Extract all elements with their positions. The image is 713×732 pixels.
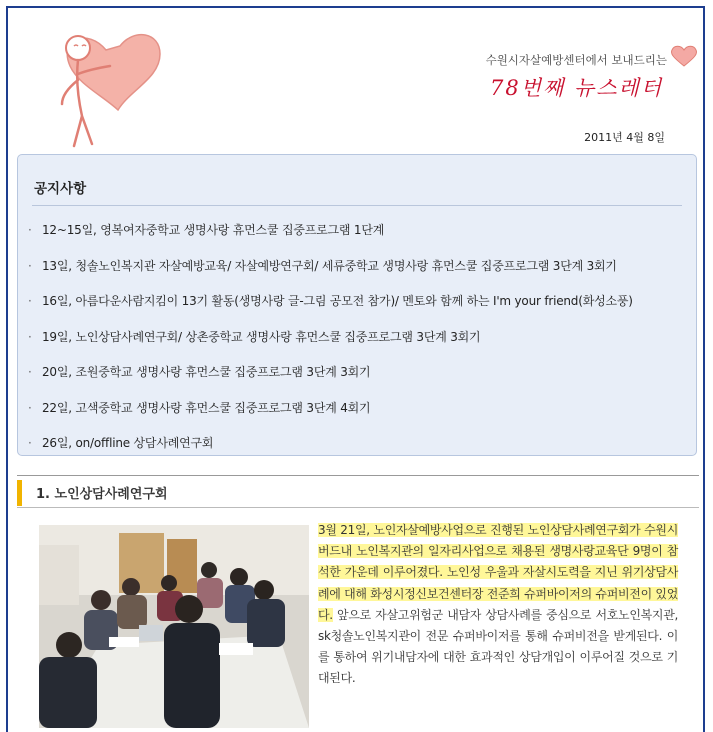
notice-list bbox=[28, 221, 696, 470]
notice-item: · 20일, 조원중학교 생명사랑 휴먼스쿨 집중프로그램 3단계 3회기 bbox=[28, 365, 371, 379]
bullet-icon: · bbox=[28, 294, 32, 308]
bullet-icon: · bbox=[28, 223, 32, 237]
newsletter-header bbox=[8, 8, 703, 148]
mascot-hug-heart-icon bbox=[48, 18, 168, 153]
notice-item: · 13일, 청솔노인복지관 자살예방교육/ 자살예방연구회/ 세류중학교 생명사랑 휴먼스쿨 집중프로그램 3단계 3회기 bbox=[28, 258, 617, 273]
heart-icon bbox=[670, 44, 698, 68]
bullet-icon: · bbox=[28, 258, 32, 273]
section-divider-bottom bbox=[17, 507, 699, 508]
newsletter-date: 2011년 4월 8일 bbox=[584, 131, 665, 144]
section-article bbox=[318, 520, 678, 690]
section-accent-bar bbox=[17, 480, 22, 506]
notice-item: · 22일, 고색중학교 생명사랑 휴먼스쿨 집중프로그램 3단계 4회기 bbox=[28, 400, 371, 415]
meeting-photo bbox=[39, 525, 309, 728]
newsletter-title: 78번째 뉴스레터 bbox=[490, 76, 664, 100]
notice-item: · 19일, 노인상담사례연구회/ 상촌중학교 생명사랑 휴먼스쿨 집중프로그램 3단계 3회기 bbox=[28, 329, 481, 344]
notice-title: 공지사항 bbox=[34, 181, 87, 197]
bullet-icon: · bbox=[28, 436, 32, 450]
bullet-icon: · bbox=[28, 400, 32, 415]
notice-item: · 12~15일, 영복여자중학교 생명사랑 휴먼스쿨 집중프로그램 1단계 bbox=[28, 223, 385, 237]
section-divider-top bbox=[17, 475, 699, 476]
bullet-icon: · bbox=[28, 329, 32, 344]
notice-item: · 16일, 아름다운사람지킴이 13기 활동(생명사랑 글-그림 공모전 참가)/ 멘토와 함께 하는 I'm your friend(화성소풍) bbox=[28, 294, 633, 308]
article-highlighted-text: 3월 21일, 노인자살예방사업으로 진행된 노인상담사례연구회가 수원시 버드내 노인복지관의 일자리사업으로 채용된 생명사랑교육단 9명이 참석한 가운데 이루어졌다. 노인성 우울과 자살시도력을 지닌 위기상담사례에 대해 화성시정신보건센터장 전준희 슈퍼바이저의 슈퍼비전이 있었다. bbox=[318, 523, 678, 622]
notice-item: · 26일, on/offline 상담사례연구회 bbox=[28, 436, 214, 450]
section-title: 1. 노인상담사례연구회 bbox=[36, 487, 168, 502]
notice-divider bbox=[32, 205, 682, 206]
notice-box bbox=[17, 154, 697, 456]
newsletter-from-text: 수원시자살예방센터에서 보내드리는 bbox=[485, 53, 667, 67]
article-body-text: 앞으로 자살고위험군 내담자 상담사례를 중심으로 서호노인복지관, sk청솔노인복지관이 전문 슈퍼바이저를 통해 슈퍼비전을 받게된다. 이를 통하여 위기내담자에 대한 효과적인 상담개입이 이루어질 것으로 기대된다. bbox=[318, 607, 678, 686]
bullet-icon: · bbox=[28, 365, 32, 379]
